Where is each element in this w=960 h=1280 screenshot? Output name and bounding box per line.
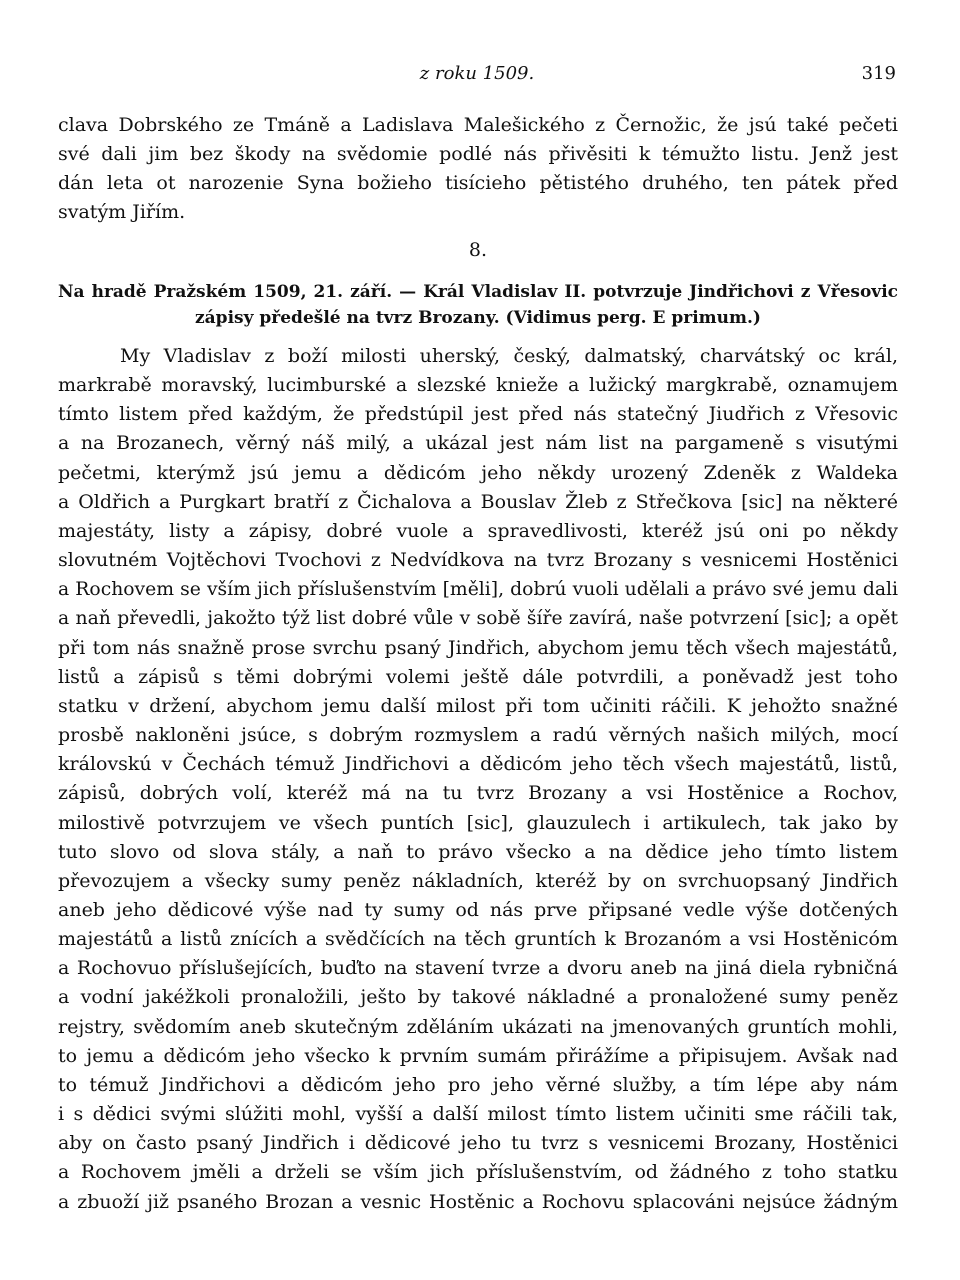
regest-summary [58,279,898,331]
section-number: 8. [468,239,488,261]
charter-text [58,342,898,1217]
text-line: aneb jeho dědicové výše nad ty sumy od nás prve připsané vedle výše dotčených [58,898,898,921]
text-line: to jemu a dědicóm jeho všecko k prvním sumám přirážíme a připisujem. Avšak nad [58,1044,898,1067]
text-line: tuto slovo od slova stály, a naň to právo všecko a na dědice jeho tímto listem [58,840,898,863]
text-line: a Rochovuo příslušejících, buďto na stavení tvrze a dvoru aneb na jiná diela rybničná [58,957,898,980]
text-line: listů a zápisů s těmi dobrými volemi ještě dále potvrdili, a poněvadž jest toho [58,665,898,688]
text-line: a naň převedli, jakožto týž list dobré vůle v sobě šíře zavírá, naše potvrzení [sic]; a opět [58,608,898,630]
text-line: zápisů, dobrých volí, kteréž má na tu tvrz Brozany a vsi Hostěnice a Rochov, [58,782,898,805]
text-line: a Oldřich a Purgkart bratří z Čichalova a Bouslav Žleb z Střečkova [sic] na některé [58,490,898,513]
text-line: milostivě potvrzujem ve všech puntích [sic], glauzulech i artikulech, tak jako by [58,811,898,834]
text-line: a na Brozanech, věrný náš milý, a ukázal jest nám list na pargameně s visutými [58,432,898,455]
text-line: tímto listem před každým, že předstúpil jest před nás statečný Jiudřich z Vřesovic [58,403,898,426]
text-line: My Vladislav z boží milosti uherský, český, dalmatský, charvátský oc král, [120,345,898,367]
text-line: prosbě nakloněni jsúce, s dobrým rozmyslem a radú věrných našich milých, mocí [58,724,898,747]
text-line: svatým Jiřím. [58,201,186,223]
regest-line: zápisy předešlé na tvrz Brozany. (Vidimus perg. E primum.) [195,308,761,328]
text-line: dán leta ot narozenie Syna božieho tisícieho pětistého druhého, ten pátek před [58,172,898,194]
page-header [58,62,896,86]
text-line: i s dědici svými slúžiti mohl, vyšší a další milost tímto listem učiniti sme ráčili tak, [58,1103,898,1126]
text-line: slovutném Vojtěchovi Tvochovi z Nedvídkova na tvrz Brozany s vesnicemi Hostěnici [58,549,898,572]
regest-line: Na hradě Pražském 1509, 21. září. — Král Vladislav II. potvrzuje Jindřichovi z Vřesovic [58,282,898,302]
text-line: majestátů a listů znících a svědčících na těch gruntích k Brozanóm a vsi Hostěnicóm [58,928,898,951]
text-line: markrabě moravský, lucimburské a slezské knieže a lužický margkrabě, oznamujem [58,374,898,397]
text-line: při tom nás snažně prose svrchu psaný Jindřich, abychom jemu těch všech majestátů, [58,636,898,659]
text-line: a vodní jakéžkoli pronaložili, ješto by takové nákladné a pronaložené sumy peněz [58,986,898,1009]
text-line: a Rochovem se vším jich příslušenstvím [měli], dobrú vuoli udělali a právo své jemu dali [58,579,898,601]
running-head: z roku 1509. [419,63,535,84]
text-line: královskú v Čechách témuž Jindřichovi a dědicóm jeho těch všech majestátů, listů, [58,753,898,776]
text-line: statku v držení, abychom jemu další milost při tom učiniti ráčili. K jehožto snažné [58,694,898,717]
text-line: aby on často psaný Jindřich i dědicové jeho tu tvrz s vesnicemi Brozany, Hostěnici [58,1132,898,1155]
text-line: majestáty, listy a zápisy, dobré vuole a spravedlivosti, kteréž jsú oni po někdy [58,519,898,542]
text-line: pečetmi, kterýmž jsú jemu a dědicóm jeho někdy urozený Zdeněk z Waldeka [58,461,898,484]
text-line: clava Dobrského ze Tmáně a Ladislava Malešického z Černožic, že jsú také pečeti [58,114,898,136]
text-line: rejstry, svědomím aneb skutečným zděláním ukázati na jmenovaných gruntích mohli, [58,1015,898,1038]
page-number: 319 [861,63,896,84]
text-line: a zbuoží již psaného Brozan a vesnic Hostěnic a Rochovu splacováni nejsúce žádným [58,1190,898,1213]
intro-paragraph [58,111,898,227]
text-line: své dali jim bez škody na svědomie podlé nás přivěsiti k témužto listu. Jenž jest [58,143,898,165]
text-line: převozujem a všecky sumy peněz nákladních, kteréž by on svrchuopsaný Jindřich [58,869,898,892]
text-line: to témuž Jindřichovi a dědicóm jeho pro jeho věrné služby, a tím lépe aby nám [58,1073,898,1096]
text-line: a Rochovem jměli a drželi se vším jich příslušenstvím, od žádného z toho statku [58,1161,898,1184]
